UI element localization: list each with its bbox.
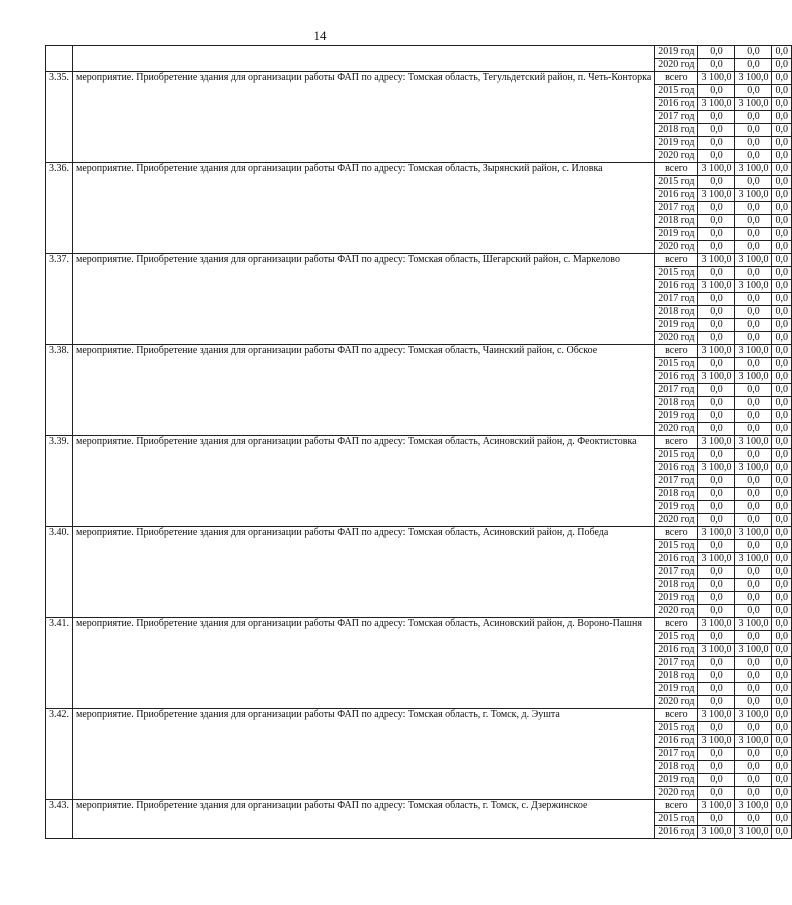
value-2-cell: 0,0 xyxy=(735,670,772,683)
value-1-cell: 0,0 xyxy=(698,566,735,579)
value-2-cell: 0,0 xyxy=(735,228,772,241)
value-2-cell: 0,0 xyxy=(735,566,772,579)
value-2-cell: 0,0 xyxy=(735,423,772,436)
year-cell: 2016 год xyxy=(655,644,698,657)
value-2-cell: 0,0 xyxy=(735,384,772,397)
year-cell: 2015 год xyxy=(655,540,698,553)
value-2-cell: 3 100,0 xyxy=(735,527,772,540)
year-cell: 2020 год xyxy=(655,332,698,345)
value-1-cell: 0,0 xyxy=(698,592,735,605)
value-1-cell: 3 100,0 xyxy=(698,436,735,449)
value-3-cell: 0,0 xyxy=(772,345,792,358)
entry-number-cell: 3.39. xyxy=(46,436,73,527)
value-1-cell: 0,0 xyxy=(698,59,735,72)
value-2-cell: 0,0 xyxy=(735,410,772,423)
value-1-cell: 3 100,0 xyxy=(698,371,735,384)
value-1-cell: 0,0 xyxy=(698,722,735,735)
entry-description-cell: мероприятие. Приобретение здания для организации работы ФАП по адресу: Томская область, г. Томск, с. Дзержинское xyxy=(73,800,655,839)
value-2-cell: 0,0 xyxy=(735,748,772,761)
value-2-cell: 3 100,0 xyxy=(735,280,772,293)
value-2-cell: 0,0 xyxy=(735,137,772,150)
table-row xyxy=(46,436,792,449)
value-2-cell: 0,0 xyxy=(735,696,772,709)
value-3-cell: 0,0 xyxy=(772,514,792,527)
value-1-cell: 3 100,0 xyxy=(698,189,735,202)
entry-number-cell: 3.41. xyxy=(46,618,73,709)
year-cell: 2020 год xyxy=(655,59,698,72)
value-2-cell: 0,0 xyxy=(735,475,772,488)
value-2-cell: 0,0 xyxy=(735,774,772,787)
year-cell: 2018 год xyxy=(655,306,698,319)
value-3-cell: 0,0 xyxy=(772,436,792,449)
year-cell: 2019 год xyxy=(655,319,698,332)
value-1-cell: 0,0 xyxy=(698,241,735,254)
entry-number-cell: 3.40. xyxy=(46,527,73,618)
year-cell: всего xyxy=(655,345,698,358)
value-1-cell: 3 100,0 xyxy=(698,800,735,813)
value-2-cell: 0,0 xyxy=(735,111,772,124)
value-2-cell: 0,0 xyxy=(735,124,772,137)
value-3-cell: 0,0 xyxy=(772,189,792,202)
value-1-cell: 0,0 xyxy=(698,384,735,397)
value-3-cell: 0,0 xyxy=(772,163,792,176)
value-3-cell: 0,0 xyxy=(772,592,792,605)
value-2-cell: 0,0 xyxy=(735,358,772,371)
table-row xyxy=(46,254,792,267)
value-2-cell: 0,0 xyxy=(735,241,772,254)
value-2-cell: 0,0 xyxy=(735,592,772,605)
year-cell: 2018 год xyxy=(655,215,698,228)
year-cell: 2020 год xyxy=(655,787,698,800)
value-1-cell: 0,0 xyxy=(698,423,735,436)
value-3-cell: 0,0 xyxy=(772,215,792,228)
value-2-cell: 0,0 xyxy=(735,605,772,618)
value-1-cell: 0,0 xyxy=(698,449,735,462)
value-2-cell: 3 100,0 xyxy=(735,254,772,267)
year-cell: 2018 год xyxy=(655,670,698,683)
value-3-cell: 0,0 xyxy=(772,462,792,475)
value-3-cell: 0,0 xyxy=(772,566,792,579)
value-1-cell: 3 100,0 xyxy=(698,462,735,475)
value-3-cell: 0,0 xyxy=(772,813,792,826)
value-1-cell: 0,0 xyxy=(698,397,735,410)
year-cell: всего xyxy=(655,163,698,176)
value-2-cell: 0,0 xyxy=(735,813,772,826)
entry-number-cell: 3.35. xyxy=(46,72,73,163)
year-cell: всего xyxy=(655,618,698,631)
value-3-cell: 0,0 xyxy=(772,618,792,631)
value-1-cell: 3 100,0 xyxy=(698,98,735,111)
year-cell: 2020 год xyxy=(655,514,698,527)
value-1-cell: 0,0 xyxy=(698,358,735,371)
value-3-cell: 0,0 xyxy=(772,410,792,423)
year-cell: 2020 год xyxy=(655,696,698,709)
year-cell: всего xyxy=(655,709,698,722)
value-1-cell: 3 100,0 xyxy=(698,280,735,293)
value-2-cell: 0,0 xyxy=(735,722,772,735)
value-3-cell: 0,0 xyxy=(772,540,792,553)
value-2-cell: 0,0 xyxy=(735,514,772,527)
value-2-cell: 0,0 xyxy=(735,267,772,280)
value-3-cell: 0,0 xyxy=(772,384,792,397)
value-3-cell: 0,0 xyxy=(772,293,792,306)
value-2-cell: 3 100,0 xyxy=(735,345,772,358)
year-cell: 2015 год xyxy=(655,449,698,462)
value-3-cell: 0,0 xyxy=(772,605,792,618)
value-2-cell: 3 100,0 xyxy=(735,826,772,839)
year-cell: 2015 год xyxy=(655,358,698,371)
entry-number-cell: 3.38. xyxy=(46,345,73,436)
value-2-cell: 0,0 xyxy=(735,202,772,215)
year-cell: всего xyxy=(655,527,698,540)
value-1-cell: 0,0 xyxy=(698,111,735,124)
entry-description-cell: мероприятие. Приобретение здания для организации работы ФАП по адресу: Томская область, Тегульдетский район, п. Четь-Конторка xyxy=(73,72,655,163)
value-3-cell: 0,0 xyxy=(772,306,792,319)
value-1-cell: 3 100,0 xyxy=(698,618,735,631)
page-number: 14 xyxy=(313,28,327,43)
year-cell: 2019 год xyxy=(655,46,698,59)
table-row xyxy=(46,46,792,59)
value-3-cell: 0,0 xyxy=(772,202,792,215)
value-1-cell: 0,0 xyxy=(698,670,735,683)
year-cell: 2016 год xyxy=(655,98,698,111)
entry-number-cell: 3.37. xyxy=(46,254,73,345)
entry-description-cell xyxy=(73,46,655,72)
value-3-cell: 0,0 xyxy=(772,670,792,683)
value-3-cell: 0,0 xyxy=(772,579,792,592)
year-cell: 2018 год xyxy=(655,124,698,137)
value-3-cell: 0,0 xyxy=(772,800,792,813)
value-3-cell: 0,0 xyxy=(772,696,792,709)
year-cell: 2016 год xyxy=(655,735,698,748)
value-2-cell: 0,0 xyxy=(735,501,772,514)
value-3-cell: 0,0 xyxy=(772,657,792,670)
value-2-cell: 0,0 xyxy=(735,787,772,800)
year-cell: 2017 год xyxy=(655,475,698,488)
value-2-cell: 3 100,0 xyxy=(735,735,772,748)
year-cell: 2018 год xyxy=(655,397,698,410)
value-1-cell: 3 100,0 xyxy=(698,709,735,722)
entry-number-cell: 3.42. xyxy=(46,709,73,800)
entry-description-cell: мероприятие. Приобретение здания для организации работы ФАП по адресу: Томская область, Асиновский район, д. Вороно-Пашня xyxy=(73,618,655,709)
value-3-cell: 0,0 xyxy=(772,332,792,345)
entry-description-cell: мероприятие. Приобретение здания для организации работы ФАП по адресу: Томская область, Шегарский район, с. Маркелово xyxy=(73,254,655,345)
value-1-cell: 0,0 xyxy=(698,332,735,345)
value-2-cell: 3 100,0 xyxy=(735,189,772,202)
value-1-cell: 0,0 xyxy=(698,605,735,618)
value-1-cell: 0,0 xyxy=(698,137,735,150)
value-1-cell: 0,0 xyxy=(698,683,735,696)
entry-number-cell: 3.36. xyxy=(46,163,73,254)
year-cell: всего xyxy=(655,72,698,85)
value-1-cell: 3 100,0 xyxy=(698,735,735,748)
value-3-cell: 0,0 xyxy=(772,85,792,98)
year-cell: 2019 год xyxy=(655,228,698,241)
value-2-cell: 0,0 xyxy=(735,306,772,319)
table-row xyxy=(46,709,792,722)
value-2-cell: 0,0 xyxy=(735,579,772,592)
value-1-cell: 3 100,0 xyxy=(698,644,735,657)
year-cell: всего xyxy=(655,800,698,813)
value-1-cell: 0,0 xyxy=(698,787,735,800)
value-3-cell: 0,0 xyxy=(772,709,792,722)
value-2-cell: 3 100,0 xyxy=(735,163,772,176)
year-cell: 2016 год xyxy=(655,371,698,384)
value-2-cell: 3 100,0 xyxy=(735,618,772,631)
value-3-cell: 0,0 xyxy=(772,371,792,384)
value-2-cell: 3 100,0 xyxy=(735,644,772,657)
table-row xyxy=(46,163,792,176)
value-1-cell: 0,0 xyxy=(698,410,735,423)
value-1-cell: 3 100,0 xyxy=(698,527,735,540)
year-cell: 2017 год xyxy=(655,293,698,306)
value-1-cell: 3 100,0 xyxy=(698,254,735,267)
entry-number-cell: 3.43. xyxy=(46,800,73,839)
value-3-cell: 0,0 xyxy=(772,46,792,59)
entry-description-cell: мероприятие. Приобретение здания для организации работы ФАП по адресу: Томская область, Асиновский район, д. Феоктистовка xyxy=(73,436,655,527)
value-2-cell: 0,0 xyxy=(735,46,772,59)
value-1-cell: 0,0 xyxy=(698,475,735,488)
year-cell: 2019 год xyxy=(655,592,698,605)
value-2-cell: 3 100,0 xyxy=(735,371,772,384)
value-2-cell: 3 100,0 xyxy=(735,98,772,111)
value-3-cell: 0,0 xyxy=(772,98,792,111)
value-2-cell: 0,0 xyxy=(735,215,772,228)
entry-number-cell xyxy=(46,46,73,72)
value-3-cell: 0,0 xyxy=(772,787,792,800)
year-cell: 2020 год xyxy=(655,241,698,254)
value-1-cell: 0,0 xyxy=(698,761,735,774)
year-cell: 2020 год xyxy=(655,423,698,436)
value-1-cell: 3 100,0 xyxy=(698,72,735,85)
value-3-cell: 0,0 xyxy=(772,735,792,748)
value-3-cell: 0,0 xyxy=(772,475,792,488)
value-1-cell: 0,0 xyxy=(698,774,735,787)
year-cell: 2016 год xyxy=(655,826,698,839)
value-3-cell: 0,0 xyxy=(772,228,792,241)
entry-description-cell: мероприятие. Приобретение здания для организации работы ФАП по адресу: Томская область, г. Томск, д. Эушта xyxy=(73,709,655,800)
year-cell: 2016 год xyxy=(655,280,698,293)
year-cell: всего xyxy=(655,254,698,267)
year-cell: 2017 год xyxy=(655,566,698,579)
year-cell: 2018 год xyxy=(655,579,698,592)
value-1-cell: 0,0 xyxy=(698,176,735,189)
year-cell: 2020 год xyxy=(655,605,698,618)
value-2-cell: 0,0 xyxy=(735,683,772,696)
year-cell: 2018 год xyxy=(655,761,698,774)
value-1-cell: 0,0 xyxy=(698,579,735,592)
value-3-cell: 0,0 xyxy=(772,176,792,189)
value-3-cell: 0,0 xyxy=(772,111,792,124)
year-cell: 2016 год xyxy=(655,462,698,475)
value-2-cell: 0,0 xyxy=(735,540,772,553)
year-cell: 2015 год xyxy=(655,813,698,826)
value-2-cell: 3 100,0 xyxy=(735,800,772,813)
entry-description-cell: мероприятие. Приобретение здания для организации работы ФАП по адресу: Томская область, Зырянский район, с. Иловка xyxy=(73,163,655,254)
value-2-cell: 3 100,0 xyxy=(735,462,772,475)
value-1-cell: 0,0 xyxy=(698,696,735,709)
entry-description-cell: мероприятие. Приобретение здания для организации работы ФАП по адресу: Томская область, Чаинский район, с. Обское xyxy=(73,345,655,436)
value-3-cell: 0,0 xyxy=(772,488,792,501)
table-row xyxy=(46,527,792,540)
value-2-cell: 0,0 xyxy=(735,176,772,189)
year-cell: 2015 год xyxy=(655,722,698,735)
value-3-cell: 0,0 xyxy=(772,280,792,293)
value-3-cell: 0,0 xyxy=(772,423,792,436)
value-2-cell: 3 100,0 xyxy=(735,436,772,449)
value-1-cell: 3 100,0 xyxy=(698,553,735,566)
value-3-cell: 0,0 xyxy=(772,683,792,696)
value-3-cell: 0,0 xyxy=(772,241,792,254)
value-1-cell: 3 100,0 xyxy=(698,345,735,358)
year-cell: 2019 год xyxy=(655,137,698,150)
value-2-cell: 0,0 xyxy=(735,85,772,98)
value-1-cell: 0,0 xyxy=(698,215,735,228)
table-row xyxy=(46,72,792,85)
value-3-cell: 0,0 xyxy=(772,358,792,371)
year-cell: 2019 год xyxy=(655,774,698,787)
value-1-cell: 0,0 xyxy=(698,657,735,670)
value-2-cell: 0,0 xyxy=(735,631,772,644)
year-cell: 2015 год xyxy=(655,176,698,189)
value-1-cell: 0,0 xyxy=(698,293,735,306)
funding-table xyxy=(45,45,792,839)
value-1-cell: 0,0 xyxy=(698,202,735,215)
value-1-cell: 0,0 xyxy=(698,540,735,553)
value-1-cell: 0,0 xyxy=(698,124,735,137)
value-3-cell: 0,0 xyxy=(772,72,792,85)
value-3-cell: 0,0 xyxy=(772,137,792,150)
year-cell: 2016 год xyxy=(655,189,698,202)
value-2-cell: 0,0 xyxy=(735,488,772,501)
value-2-cell: 0,0 xyxy=(735,59,772,72)
value-3-cell: 0,0 xyxy=(772,319,792,332)
year-cell: 2018 год xyxy=(655,488,698,501)
value-1-cell: 0,0 xyxy=(698,228,735,241)
table-row xyxy=(46,800,792,813)
value-3-cell: 0,0 xyxy=(772,826,792,839)
year-cell: 2020 год xyxy=(655,150,698,163)
value-2-cell: 0,0 xyxy=(735,150,772,163)
value-3-cell: 0,0 xyxy=(772,553,792,566)
value-1-cell: 0,0 xyxy=(698,306,735,319)
value-2-cell: 0,0 xyxy=(735,761,772,774)
value-3-cell: 0,0 xyxy=(772,150,792,163)
value-2-cell: 0,0 xyxy=(735,319,772,332)
value-3-cell: 0,0 xyxy=(772,59,792,72)
year-cell: 2017 год xyxy=(655,748,698,761)
value-3-cell: 0,0 xyxy=(772,397,792,410)
value-3-cell: 0,0 xyxy=(772,761,792,774)
value-1-cell: 0,0 xyxy=(698,813,735,826)
year-cell: 2017 год xyxy=(655,384,698,397)
year-cell: 2015 год xyxy=(655,631,698,644)
value-1-cell: 0,0 xyxy=(698,748,735,761)
value-2-cell: 0,0 xyxy=(735,397,772,410)
value-3-cell: 0,0 xyxy=(772,501,792,514)
year-cell: 2015 год xyxy=(655,85,698,98)
value-3-cell: 0,0 xyxy=(772,527,792,540)
year-cell: 2017 год xyxy=(655,111,698,124)
value-2-cell: 0,0 xyxy=(735,293,772,306)
value-3-cell: 0,0 xyxy=(772,631,792,644)
year-cell: 2017 год xyxy=(655,657,698,670)
year-cell: 2015 год xyxy=(655,267,698,280)
value-1-cell: 0,0 xyxy=(698,85,735,98)
value-1-cell: 0,0 xyxy=(698,150,735,163)
year-cell: 2017 год xyxy=(655,202,698,215)
value-3-cell: 0,0 xyxy=(772,254,792,267)
value-2-cell: 3 100,0 xyxy=(735,553,772,566)
value-1-cell: 0,0 xyxy=(698,319,735,332)
value-1-cell: 0,0 xyxy=(698,267,735,280)
value-3-cell: 0,0 xyxy=(772,774,792,787)
entry-description-cell: мероприятие. Приобретение здания для организации работы ФАП по адресу: Томская область, Асиновский район, д. Победа xyxy=(73,527,655,618)
year-cell: всего xyxy=(655,436,698,449)
value-1-cell: 3 100,0 xyxy=(698,163,735,176)
value-3-cell: 0,0 xyxy=(772,748,792,761)
value-1-cell: 0,0 xyxy=(698,514,735,527)
table-row xyxy=(46,618,792,631)
value-1-cell: 0,0 xyxy=(698,46,735,59)
value-3-cell: 0,0 xyxy=(772,449,792,462)
value-3-cell: 0,0 xyxy=(772,124,792,137)
year-cell: 2016 год xyxy=(655,553,698,566)
value-1-cell: 0,0 xyxy=(698,488,735,501)
year-cell: 2019 год xyxy=(655,410,698,423)
table-row xyxy=(46,345,792,358)
year-cell: 2019 год xyxy=(655,501,698,514)
value-2-cell: 0,0 xyxy=(735,449,772,462)
value-2-cell: 3 100,0 xyxy=(735,72,772,85)
value-2-cell: 0,0 xyxy=(735,657,772,670)
value-2-cell: 3 100,0 xyxy=(735,709,772,722)
value-1-cell: 0,0 xyxy=(698,631,735,644)
value-1-cell: 0,0 xyxy=(698,501,735,514)
value-3-cell: 0,0 xyxy=(772,267,792,280)
value-3-cell: 0,0 xyxy=(772,644,792,657)
year-cell: 2019 год xyxy=(655,683,698,696)
value-1-cell: 3 100,0 xyxy=(698,826,735,839)
value-3-cell: 0,0 xyxy=(772,722,792,735)
value-2-cell: 0,0 xyxy=(735,332,772,345)
